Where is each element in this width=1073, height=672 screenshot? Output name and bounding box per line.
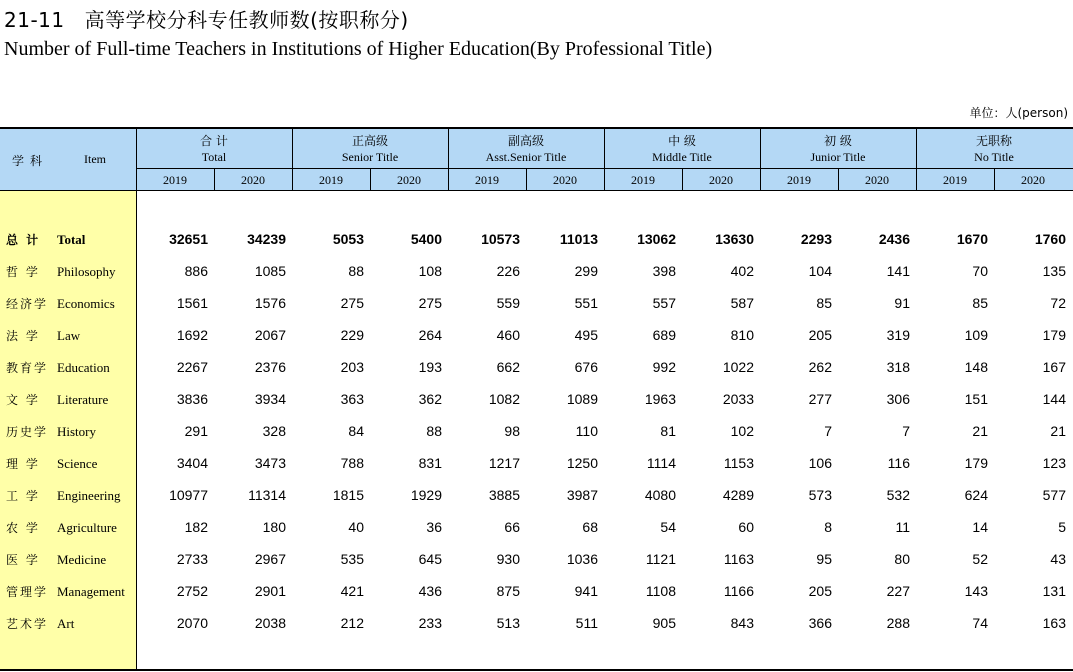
table-cell: 1114: [646, 455, 676, 471]
table-cell: 10977: [169, 487, 208, 503]
table-cell: 40: [348, 519, 364, 535]
table-cell: 3473: [254, 455, 286, 471]
table-cell: 495: [574, 327, 598, 343]
table-cell: 203: [340, 359, 364, 375]
row-label-en: Science: [57, 456, 98, 471]
table-cell: 34239: [247, 231, 286, 247]
row-label-cn: 总 计: [6, 233, 41, 247]
table-cell: 1166: [723, 583, 754, 599]
header-group-cn: 中 级: [668, 134, 696, 148]
row-label-cn: 艺术学: [6, 617, 49, 631]
table-cell: 43: [1050, 551, 1066, 567]
table-cell: 182: [184, 519, 208, 535]
table-cell: 676: [574, 359, 598, 375]
table-cell: 1153: [723, 455, 754, 471]
table-cell: 10573: [481, 231, 520, 247]
table-cell: 1561: [176, 295, 208, 311]
table-cell: 109: [964, 327, 988, 343]
table-cell: 102: [730, 423, 754, 439]
table-cell: 1036: [566, 551, 598, 567]
table-cell: 60: [738, 519, 754, 535]
row-label-en: Agriculture: [57, 520, 117, 535]
table-cell: 227: [886, 583, 910, 599]
table-cell: 91: [894, 295, 910, 311]
table-cell: 535: [340, 551, 364, 567]
table-cell: 366: [808, 615, 832, 631]
table-bottom-rule: [0, 669, 1073, 671]
table-cell: 277: [808, 391, 832, 407]
table-cell: 116: [887, 455, 910, 471]
header-year: 2019: [319, 173, 343, 187]
table-cell: 559: [496, 295, 520, 311]
table-cell: 68: [582, 519, 598, 535]
row-label-cn: 经济学: [6, 297, 49, 311]
table-cell: 167: [1042, 359, 1066, 375]
table-cell: 233: [418, 615, 442, 631]
row-label-en: Education: [57, 360, 110, 375]
row-label-en: Total: [57, 232, 86, 247]
row-label-en: Law: [57, 328, 81, 343]
table-cell: 5400: [410, 231, 442, 247]
header-year: 2020: [397, 173, 421, 187]
table-cell: 319: [886, 327, 910, 343]
table-cell: 66: [504, 519, 520, 535]
row-label-cn: 哲 学: [6, 265, 40, 279]
table-cell: 875: [496, 583, 520, 599]
header-year: 2020: [865, 173, 889, 187]
table-cell: 106: [808, 455, 832, 471]
table-cell: 1163: [723, 551, 754, 567]
table-cell: 123: [1042, 455, 1066, 471]
table-cell: 2376: [254, 359, 286, 375]
table-cell: 14: [972, 519, 988, 535]
table-cell: 1085: [254, 263, 286, 279]
table-cell: 557: [652, 295, 676, 311]
table-cell: 104: [808, 263, 832, 279]
table-cell: 2038: [254, 615, 286, 631]
table-cell: 941: [574, 583, 598, 599]
row-label-cn: 医 学: [6, 553, 40, 567]
table-cell: 1217: [488, 455, 520, 471]
table-cell: 275: [340, 295, 364, 311]
table-cell: 2070: [176, 615, 208, 631]
header-item-en: Item: [84, 152, 106, 166]
table-cell: 151: [964, 391, 988, 407]
table-cell: 262: [808, 359, 832, 375]
table-cell: 587: [730, 295, 754, 311]
table-cell: 13630: [715, 231, 754, 247]
table-cell: 229: [340, 327, 364, 343]
table-cell: 8: [824, 519, 832, 535]
table-cell: 95: [816, 551, 832, 567]
table-cell: 645: [418, 551, 442, 567]
table-number: 21-11: [4, 8, 65, 32]
table-cell: 1121: [645, 551, 676, 567]
table-cell: 1576: [254, 295, 286, 311]
header-item-cn: 学科: [12, 154, 49, 168]
row-label-en: Engineering: [57, 488, 121, 503]
table-cell: 141: [886, 263, 910, 279]
table-cell: 573: [808, 487, 832, 503]
table-cell: 180: [262, 519, 286, 535]
table-cell: 2067: [254, 327, 286, 343]
table-cell: 291: [184, 423, 208, 439]
table-cell: 624: [964, 487, 988, 503]
row-label-en: Management: [57, 584, 125, 599]
table-cell: 788: [340, 455, 364, 471]
header-year: 2019: [631, 173, 655, 187]
table-cell: 402: [730, 263, 754, 279]
table-cell: 2752: [176, 583, 208, 599]
table-cell: 3987: [566, 487, 598, 503]
header-group-en: Junior Title: [810, 150, 866, 164]
table-cell: 131: [1042, 583, 1066, 599]
table-cell: 11314: [248, 487, 286, 503]
unit-label: 单位：人(person): [969, 106, 1068, 120]
grid-vline: [136, 127, 137, 671]
row-label-en: Literature: [57, 392, 109, 407]
table-cell: 2033: [722, 391, 754, 407]
table-cell: 193: [418, 359, 442, 375]
table-title-en: Number of Full-time Teachers in Institutions of Higher Education(By Professional Title): [4, 38, 713, 60]
table-cell: 532: [886, 487, 910, 503]
table-cell: 21: [1050, 423, 1066, 439]
table-cell: 551: [574, 295, 598, 311]
header-year: 2020: [241, 173, 265, 187]
table-cell: 3404: [176, 455, 208, 471]
row-label-cn: 管理学: [6, 585, 49, 599]
table-cell: 3836: [176, 391, 208, 407]
table-cell: 179: [1042, 327, 1066, 343]
table-cell: 689: [652, 327, 676, 343]
table-cell: 163: [1042, 615, 1066, 631]
row-label-en: Economics: [57, 296, 115, 311]
table-cell: 264: [418, 327, 442, 343]
table-cell: 577: [1042, 487, 1066, 503]
table-cell: 905: [652, 615, 676, 631]
row-label-cn: 文 学: [6, 393, 40, 407]
table-cell: 88: [426, 423, 442, 439]
table-cell: 810: [730, 327, 754, 343]
row-label-cn: 农 学: [6, 521, 40, 535]
header-group-en: Total: [201, 150, 227, 164]
table-cell: 85: [816, 295, 832, 311]
table-cell: 460: [496, 327, 520, 343]
table-cell: 299: [574, 263, 598, 279]
table-cell: 2967: [254, 551, 286, 567]
header-group-en: Asst.Senior Title: [485, 150, 567, 164]
header-group-en: Senior Title: [341, 150, 399, 164]
header-group-cn: 正高级: [351, 134, 388, 148]
table-cell: 513: [496, 615, 520, 631]
header-year: 2020: [1021, 173, 1045, 187]
table-cell: 80: [894, 551, 910, 567]
table-cell: 85: [972, 295, 988, 311]
header-year: 2019: [787, 173, 811, 187]
table-cell: 88: [348, 263, 364, 279]
header-group-cn: 合 计: [200, 134, 228, 148]
table-cell: 5053: [332, 231, 364, 247]
table-cell: 1963: [644, 391, 676, 407]
header-group-cn: 副高级: [507, 134, 544, 148]
row-label-cn: 历史学: [6, 425, 49, 439]
table-cell: 1760: [1034, 231, 1066, 247]
table-cell: 1108: [645, 583, 676, 599]
table-cell: 306: [886, 391, 910, 407]
table-cell: 98: [504, 423, 520, 439]
table-cell: 4080: [644, 487, 676, 503]
table-cell: 70: [972, 263, 988, 279]
table-cell: 72: [1050, 295, 1066, 311]
table-cell: 662: [496, 359, 520, 375]
table-cell: 421: [340, 583, 364, 599]
table-title-cn: [4, 4, 409, 33]
table-cell: 843: [730, 615, 754, 631]
table-cell: 831: [418, 455, 442, 471]
table-cell: 7: [824, 423, 832, 439]
table-cell: 212: [340, 615, 364, 631]
table-cell: 511: [575, 615, 598, 631]
header-group-cn: 初 级: [824, 134, 852, 148]
table-cell: 54: [660, 519, 676, 535]
table-cell: 13062: [637, 231, 676, 247]
table-cell: 1089: [566, 391, 598, 407]
table-cell: 1250: [566, 455, 598, 471]
header-group-en: Middle Title: [652, 150, 712, 164]
table-cell: 930: [496, 551, 520, 567]
table-cell: 205: [808, 583, 832, 599]
table-cell: 143: [964, 583, 988, 599]
table-cell: 363: [340, 391, 364, 407]
header-year: 2020: [553, 173, 577, 187]
header-group-cn: 无职称: [975, 134, 1012, 148]
table-cell: 7: [902, 423, 910, 439]
row-label-cn: 工 学: [6, 489, 40, 503]
table-cell: 362: [418, 391, 442, 407]
title-cn-text: 高等学校分科专任教师数(按职称分): [84, 8, 409, 32]
row-label-cn: 教育学: [6, 361, 49, 375]
table-cell: 52: [972, 551, 988, 567]
table-cell: 1022: [722, 359, 754, 375]
table-cell: 11013: [559, 231, 598, 247]
table-cell: 3885: [488, 487, 520, 503]
table-cell: 2436: [878, 231, 910, 247]
header-group-en: No Title: [974, 150, 1014, 164]
table-cell: 436: [418, 583, 442, 599]
table-cell: 328: [262, 423, 286, 439]
row-label-en: Art: [57, 616, 75, 631]
table-cell: 2293: [800, 231, 832, 247]
table-cell: 135: [1042, 263, 1066, 279]
table-cell: 1815: [332, 487, 364, 503]
table-cell: 11: [895, 519, 910, 535]
table-cell: 179: [964, 455, 988, 471]
table-cell: 2267: [176, 359, 208, 375]
table-cell: 110: [575, 423, 598, 439]
table-cell: 148: [964, 359, 988, 375]
table-cell: 205: [808, 327, 832, 343]
header-year: 2019: [943, 173, 967, 187]
table-cell: 288: [886, 615, 910, 631]
table-cell: 1082: [488, 391, 520, 407]
table-cell: 108: [418, 263, 442, 279]
table-cell: 5: [1058, 519, 1066, 535]
table-cell: 4289: [722, 487, 754, 503]
row-label-cn: 法 学: [6, 329, 40, 343]
table-cell: 32651: [169, 231, 208, 247]
table-cell: 226: [496, 263, 520, 279]
header-year: 2019: [475, 173, 499, 187]
table-cell: 3934: [254, 391, 286, 407]
table-cell: 21: [972, 423, 988, 439]
table-cell: 992: [652, 359, 676, 375]
row-label-cn: 理 学: [6, 457, 40, 471]
table-cell: 1929: [410, 487, 442, 503]
table-cell: 2733: [176, 551, 208, 567]
table-cell: 275: [418, 295, 442, 311]
table-cell: 36: [426, 519, 442, 535]
table-cell: 1670: [956, 231, 988, 247]
table-cell: 2901: [254, 583, 286, 599]
row-label-en: Medicine: [57, 552, 107, 567]
table-cell: 144: [1042, 391, 1066, 407]
table-cell: 84: [348, 423, 364, 439]
table-cell: 81: [660, 423, 676, 439]
row-label-en: Philosophy: [57, 264, 116, 279]
table-cell: 74: [972, 615, 988, 631]
row-label-en: History: [57, 424, 96, 439]
header-year: 2019: [163, 173, 187, 187]
table-cell: 398: [652, 263, 676, 279]
table-cell: 886: [184, 263, 208, 279]
table-cell: 318: [886, 359, 910, 375]
table-cell: 1692: [176, 327, 208, 343]
header-year: 2020: [709, 173, 733, 187]
